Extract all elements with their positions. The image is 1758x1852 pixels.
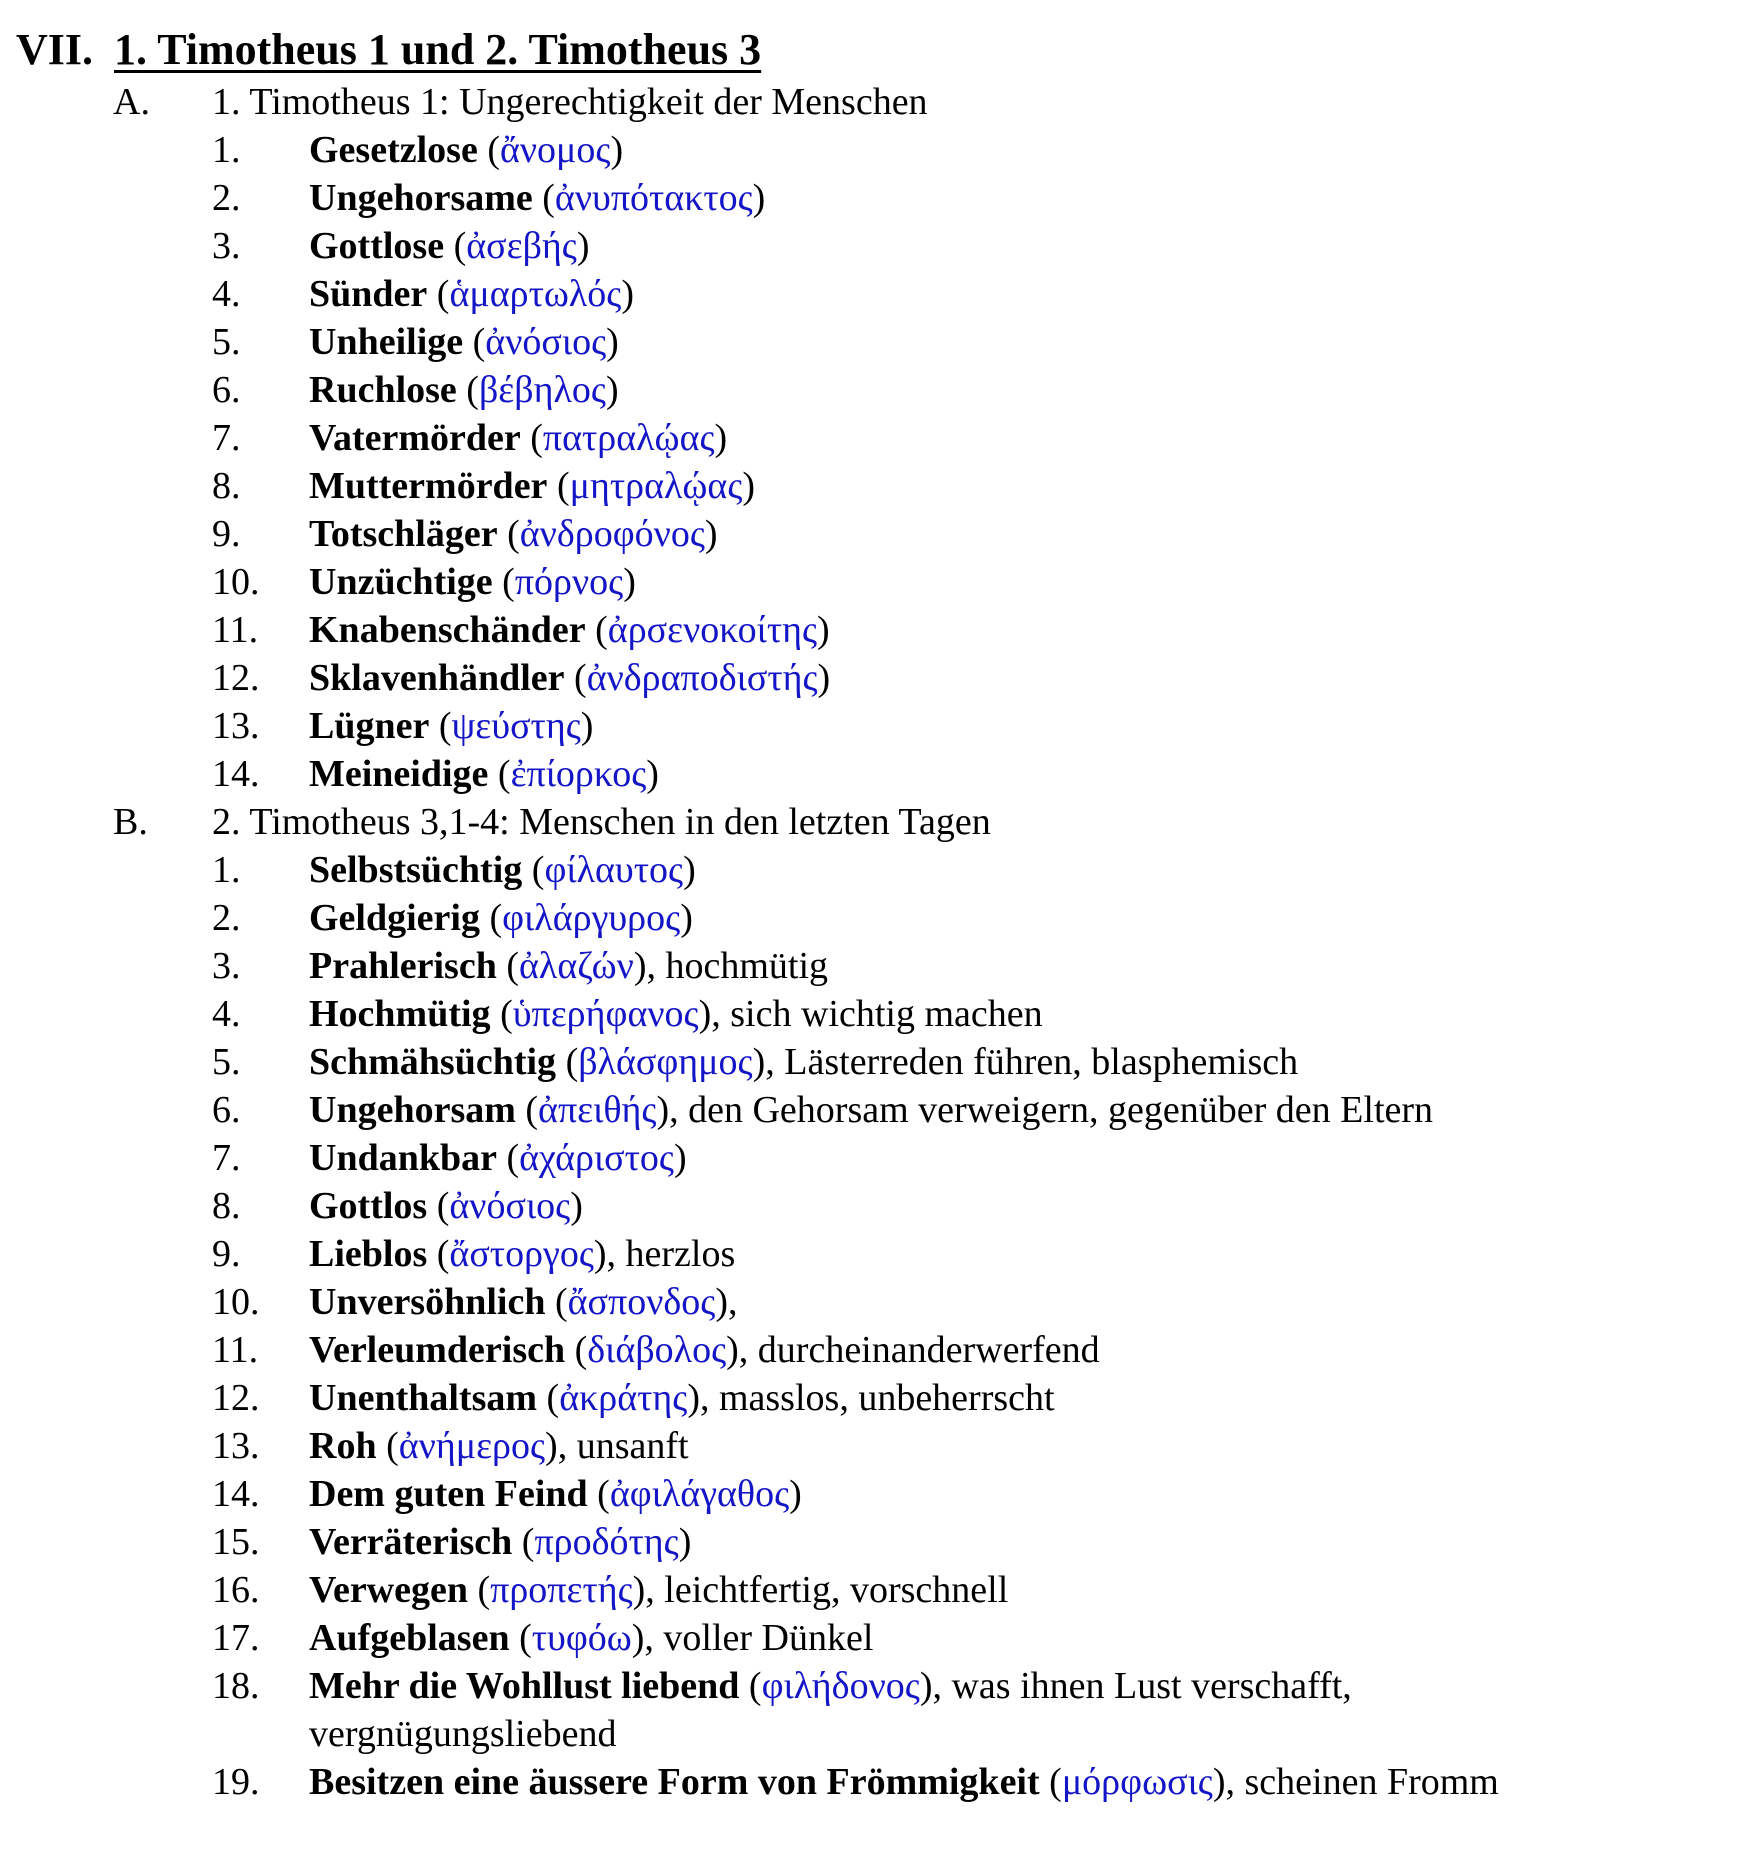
item-number: 6.	[212, 1089, 241, 1131]
greek-word: ἀκράτης	[559, 1377, 688, 1419]
section-title: 1. Timotheus 1: Ungerechtigkeit der Menschen	[212, 81, 928, 123]
greek-word: πόρνος	[514, 561, 624, 603]
item-term: Ungehorsame	[309, 177, 533, 219]
item-term: Verleumderisch	[309, 1329, 566, 1371]
item-term: Lügner	[309, 705, 430, 747]
item-number: 4.	[212, 993, 241, 1035]
item-term: Prahlerisch	[309, 945, 497, 987]
item-term: Sklavenhändler	[309, 657, 565, 699]
item-term: Ruchlose	[309, 369, 457, 411]
greek-word: ἀπειθής	[538, 1089, 657, 1131]
greek-word: διάβολος	[587, 1329, 727, 1371]
greek-word: ἁμαρτωλός	[449, 273, 622, 315]
greek-word: ἀχάριστος	[519, 1137, 674, 1179]
greek-word: ἀνόσιος	[485, 321, 607, 363]
greek-word: ἄστοργος	[449, 1233, 594, 1275]
item-number: 18.	[212, 1665, 260, 1707]
item-number: 13.	[212, 705, 260, 747]
item-number: 17.	[212, 1617, 260, 1659]
item-number: 1.	[212, 849, 241, 891]
item-term: Mehr die Wohllust liebend	[309, 1665, 740, 1707]
item-number: 19.	[212, 1761, 260, 1803]
item-term: Schmähsüchtig	[309, 1041, 557, 1083]
item-number: 2.	[212, 177, 241, 219]
item-number: 14.	[212, 1473, 260, 1515]
item-note: , den Gehorsam verweigern, gegenüber den Eltern	[669, 1089, 1434, 1131]
item-number: 7.	[212, 417, 241, 459]
item-term: Hochmütig	[309, 993, 491, 1035]
item-number: 10.	[212, 561, 260, 603]
section-marker: B.	[113, 801, 148, 843]
item-number: 4.	[212, 273, 241, 315]
chapter-heading	[16, 22, 761, 78]
item-number: 5.	[212, 1041, 241, 1083]
greek-word: προδότης	[534, 1521, 679, 1563]
item-term: Sünder	[309, 273, 428, 315]
item-term: Unenthaltsam	[309, 1377, 538, 1419]
chapter-number: VII.	[16, 25, 94, 74]
greek-word: ἐπίορκος	[510, 753, 647, 795]
item-number: 3.	[212, 225, 241, 267]
item-term: Dem guten Feind	[309, 1473, 588, 1515]
greek-word: τυφόω	[531, 1617, 632, 1659]
greek-word: φίλαυτος	[544, 849, 684, 891]
item-term: Totschläger	[309, 513, 498, 555]
item-number: 5.	[212, 321, 241, 363]
item-term: Muttermörder	[309, 465, 548, 507]
greek-word: ἀνυπότακτος	[554, 177, 753, 219]
greek-word: ἀνήμερος	[398, 1425, 546, 1467]
item-note: , herzlos	[606, 1233, 736, 1275]
item-term: Gottlose	[309, 225, 445, 267]
item-term: Unversöhnlich	[309, 1281, 546, 1323]
item-term: Verwegen	[309, 1569, 468, 1611]
item-note: , hochmütig	[646, 945, 829, 987]
greek-word: ἀρσενοκοίτης	[607, 609, 818, 651]
item-number: 11.	[212, 609, 259, 651]
item-number: 12.	[212, 657, 260, 699]
item-number: 1.	[212, 129, 241, 171]
item-number: 11.	[212, 1329, 259, 1371]
item-note: , sich wichtig machen	[711, 993, 1043, 1035]
section-title: 2. Timotheus 3,1-4: Menschen in den letzten Tagen	[212, 801, 991, 843]
item-number: 2.	[212, 897, 241, 939]
greek-word: ἀφιλάγαθος	[609, 1473, 790, 1515]
item-term: Undankbar	[309, 1137, 497, 1179]
item-term: Gesetzlose	[309, 129, 478, 171]
item-term: Geldgierig	[309, 897, 480, 939]
item-number: 7.	[212, 1137, 241, 1179]
item-note: , voller Dünkel	[644, 1617, 874, 1659]
greek-word: φιλάργυρος	[502, 897, 681, 939]
item-term: Unzüchtige	[309, 561, 493, 603]
item-number: 15.	[212, 1521, 260, 1563]
item-term: Ungehorsam	[309, 1089, 516, 1131]
greek-word: μητραλῴας	[569, 465, 743, 507]
greek-word: ἄσπονδος	[567, 1281, 716, 1323]
item-term: Unheilige	[309, 321, 464, 363]
item-number: 10.	[212, 1281, 260, 1323]
greek-word: ψεύστης	[451, 705, 581, 747]
item-number: 16.	[212, 1569, 260, 1611]
item-number: 14.	[212, 753, 260, 795]
greek-word: βέβηλος	[478, 369, 606, 411]
item-number: 8.	[212, 465, 241, 507]
greek-word: πατραλῴας	[542, 417, 715, 459]
item-number: 12.	[212, 1377, 260, 1419]
item-term: Gottlos	[309, 1185, 428, 1227]
item-note: , scheinen Fromm	[1225, 1761, 1499, 1803]
item-term: Meineidige	[309, 753, 489, 795]
greek-word: μόρφωσις	[1061, 1761, 1213, 1803]
item-term: Aufgeblasen	[309, 1617, 510, 1659]
item-term: Vatermörder	[309, 417, 521, 459]
greek-word: ἄνομος	[499, 129, 611, 171]
item-term: Lieblos	[309, 1233, 428, 1275]
item-note: , masslos, unbeherrscht	[699, 1377, 1055, 1419]
greek-word: βλάσφημος	[578, 1041, 753, 1083]
item-note: ,	[728, 1281, 738, 1323]
greek-word: ὑπερήφανος	[512, 993, 699, 1035]
greek-word: φιλήδονος	[761, 1665, 920, 1707]
item-number: 3.	[212, 945, 241, 987]
item-number: 9.	[212, 1233, 241, 1275]
item-term: Roh	[309, 1425, 377, 1467]
item-note: , durcheinanderwerfend	[738, 1329, 1100, 1371]
greek-word: ἀνδραποδιστής	[586, 657, 818, 699]
item-note: , unsanft	[557, 1425, 689, 1467]
item-term: Verräterisch	[309, 1521, 513, 1563]
section-marker: A.	[113, 81, 150, 123]
item-note: , was ihnen Lust verschafft,	[932, 1665, 1352, 1707]
greek-word: ἀλαζών	[519, 945, 634, 987]
greek-word: ἀσεβής	[466, 225, 577, 267]
item-term: Knabenschänder	[309, 609, 586, 651]
item-number: 8.	[212, 1185, 241, 1227]
chapter-title: 1. Timotheus 1 und 2. Timotheus 3	[114, 25, 762, 74]
item-note-continuation: vergnügungsliebend	[309, 1713, 617, 1755]
item-number: 6.	[212, 369, 241, 411]
item-term: Selbstsüchtig	[309, 849, 523, 891]
item-note: , Lästerreden führen, blasphemisch	[765, 1041, 1299, 1083]
greek-word: προπετής	[490, 1569, 633, 1611]
item-note: , leichtfertig, vorschnell	[645, 1569, 1009, 1611]
item-number: 9.	[212, 513, 241, 555]
item-number: 13.	[212, 1425, 260, 1467]
greek-word: ἀνόσιος	[449, 1185, 571, 1227]
item-term: Besitzen eine äussere Form von Frömmigkeit	[309, 1761, 1040, 1803]
greek-word: ἀνδροφόνος	[519, 513, 705, 555]
